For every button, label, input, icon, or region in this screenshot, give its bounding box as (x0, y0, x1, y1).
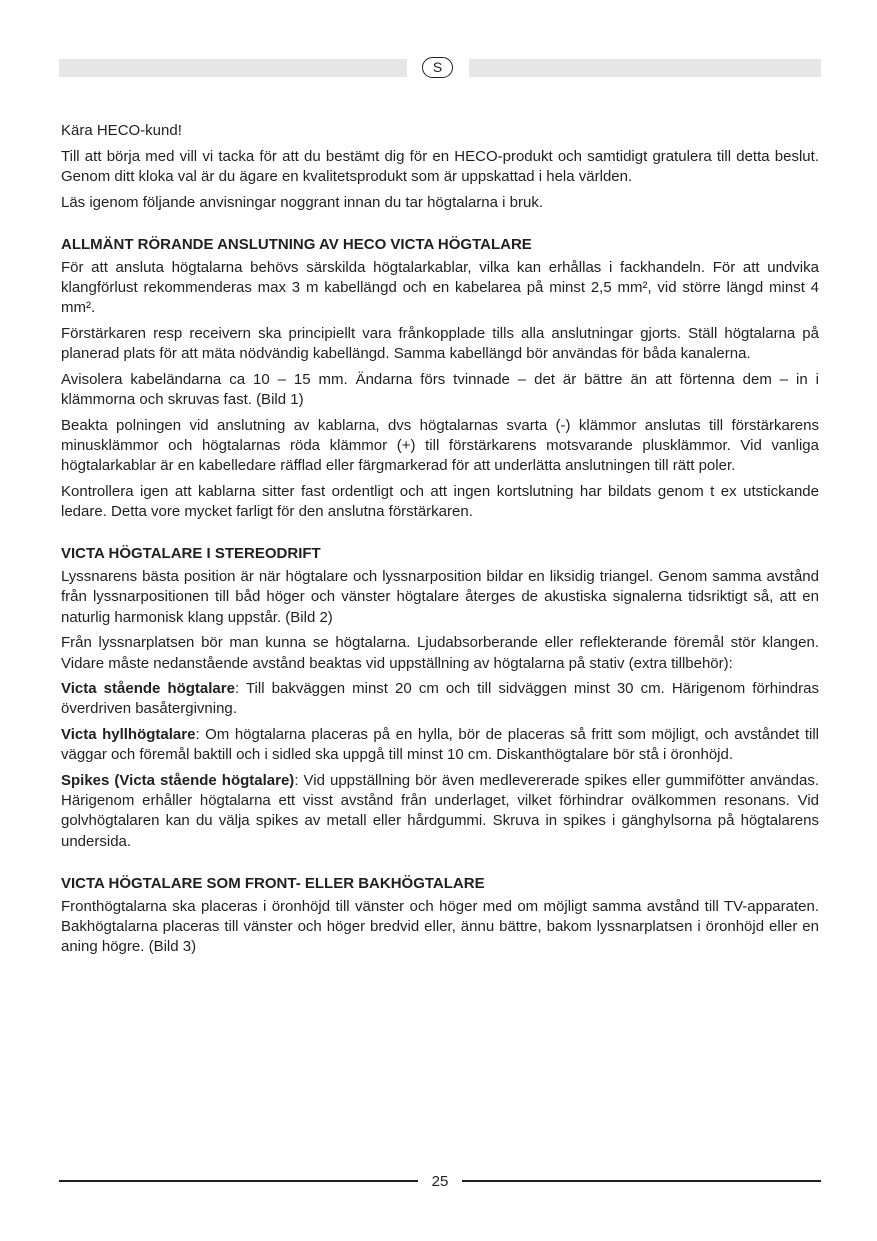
section-3-heading: VICTA HÖGTALARE SOM FRONT- ELLER BAKHÖGTALARE (61, 874, 485, 892)
item-text-spikes: : Vid uppställning bör även medlevererade spikes eller gummifötter användas. Härigenom erhåller högtalarna ett visst avstånd från underlaget, vilket förhindrar ovälkommen resonans. Vid golvhögtalaren kan du välja spikes av metall eller hårdgummi. Skruva in spikes i gänghylsorna på högtalarens undersida. (61, 772, 819, 850)
page-number: 25 (431, 1173, 449, 1190)
section-1-heading: ALLMÄNT RÖRANDE ANSLUTNING AV HECO VICTA HÖGTALARE (61, 235, 532, 253)
item-label-spikes: Spikes (Victa stående högtalare) (61, 772, 295, 790)
language-badge-container (407, 55, 469, 82)
page-content (61, 121, 819, 963)
section-1-paragraph-3: Avisolera kabeländarna ca 10 – 15 mm. Ändarna förs tvinnade – det är bättre än att förtenna dem – in i klämmorna och skruvas fast. (Bild 1) (61, 370, 819, 409)
section-2-item-floorstanding (61, 679, 819, 719)
section-1-paragraph-1: För att ansluta högtalarna behövs särskilda högtalarkablar, vilka kan erhållas i fackhandeln. För att undvika klangförlust rekommenderas max 3 m kabellängd och en kabelarea på minst 2,5 mm², vid större längd minst 4 mm². (61, 258, 819, 317)
section-1-paragraph-5: Kontrollera igen att kablarna sitter fast ordentligt och att ingen kortslutning har bildats genom t ex utstickande ledare. Detta vore mycket farligt för den anslutna förstärkaren. (61, 482, 819, 521)
item-label-floorstanding: Victa stående högtalare (61, 680, 235, 698)
item-label-bookshelf: Victa hyllhögtalare (61, 726, 196, 744)
section-1-paragraph-2: Förstärkaren resp receivern ska principiellt vara frånkopplade tills alla anslutningar gjorts. Ställ högtalarna på planerad plats för att mäta nödvändig kabellängd. Samma kabellängd bör användas för båda kanalerna. (61, 324, 819, 363)
section-3-paragraph-1: Fronthögtalarna ska placeras i öronhöjd till vänster och höger med om möjligt samma avstånd till TV-apparaten. Bakhögtalarna placeras till vänster och höger bredvid eller, ännu bättre, bakom lyssnarplatsen i öronhöjd eller en aning högre. (Bild 3) (61, 897, 819, 956)
section-2-item-bookshelf (61, 725, 819, 765)
section-2-paragraph-1: Lyssnarens bästa position är när högtalare och lyssnarposition bildar en liksidig triangel. Genom samma avstånd från lyssnarpositionen till båd höger och vänster högtalare återges de akustiska signalerna tidsriktigt så, att en naturlig harmonisk klang uppstår. (Bild 2) (61, 568, 819, 626)
item-text-bookshelf: : Om högtalarna placeras på en hylla, bör de placeras så fritt som möjligt, och avståndet till väggar och föremål baktill och i sidled ska uppgå till minst 10 cm. Diskanthögtalare bör stå i öronhöjd. (61, 726, 819, 764)
intro-paragraph-2: Läs igenom följande anvisningar noggrant innan du tar högtalarna i bruk. (61, 193, 543, 211)
intro-paragraph-1: Till att börja med vill vi tacka för att du bestämt dig för en HECO-produkt och samtidigt gratulera till detta beslut. Genom ditt kloka val är du ägare en kvalitetsprodukt som är uppskattad i hela världen. (61, 147, 819, 185)
footer-rule-left (59, 1180, 418, 1182)
footer-rule-right (462, 1180, 821, 1182)
section-2-heading: VICTA HÖGTALARE I STEREODRIFT (61, 545, 321, 563)
section-2-paragraph-2: Från lyssnarplatsen bör man kunna se högtalarna. Ljudabsorberande eller reflekterande föremål stör klangen. Vidare måste nedanstående avstånd beaktas vid uppställning av högtalarna på stativ (extra tillbehör): (61, 634, 819, 672)
item-text-floorstanding: : Till bakväggen minst 20 cm och till sidväggen minst 30 cm. Härigenom förhindras överdriven basåtergivning. (61, 680, 819, 718)
section-1-paragraph-4: Beakta polningen vid anslutning av kablarna, dvs högtalarnas svarta (-) klämmor anslutas till förstärkarens minusklämmor och högtalarnas röda klämmor (+) till förstärkarens motsvarande plusklämmor. Vid vanliga högtalarkablar är en kabelledare räfflad eller färgmarkerad för att underlätta anslutningen till rätt poler. (61, 416, 819, 475)
language-badge: S (422, 57, 453, 78)
greeting: Kära HECO-kund! (61, 122, 182, 139)
section-2-item-spikes (61, 771, 819, 852)
